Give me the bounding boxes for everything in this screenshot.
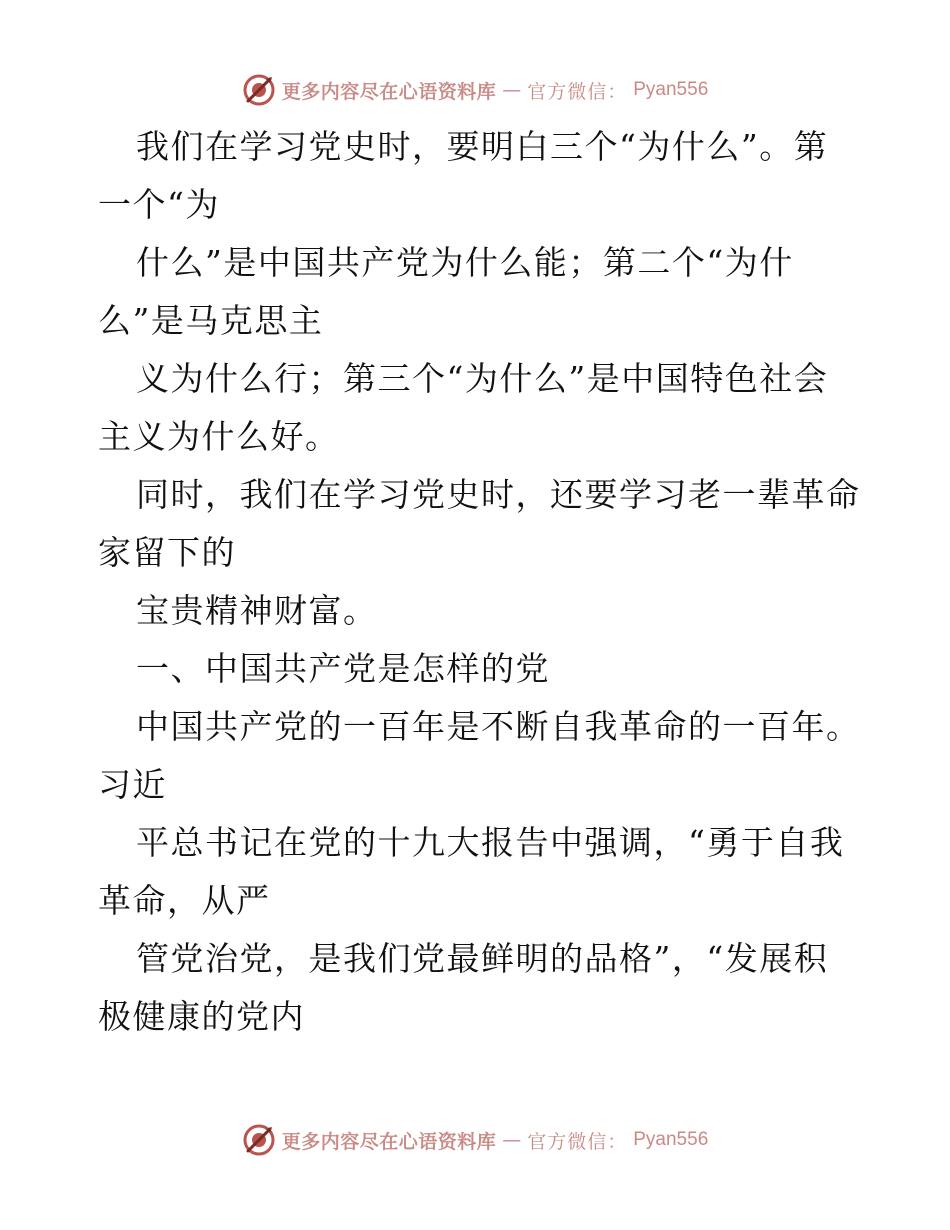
body-line: 同时，我们在学习党史时，还要学习老一辈革命 [136, 475, 861, 514]
body-line: 什么”是中国共产党为什么能；第二个“为什 [136, 243, 794, 282]
body-line: 主义为什么好。 [98, 417, 340, 456]
watermark-separator: — [502, 1129, 522, 1151]
body-line: 么”是马克思主 [98, 301, 324, 340]
body-line: 家留下的 [98, 533, 236, 572]
body-line: 平总书记在党的十九大报告中强调，“勇于自我 [136, 823, 845, 862]
body-line: 管党治党，是我们党最鲜明的品格”，“发展积 [136, 939, 829, 978]
pen-logo-icon [242, 73, 276, 107]
watermark-separator: — [502, 79, 522, 101]
body-line: 一个“为 [98, 185, 220, 224]
body-line: 我们在学习党史时，要明白三个“为什么”。第 [136, 127, 829, 166]
header-watermark [0, 70, 950, 110]
footer-watermark [0, 1120, 950, 1160]
section-heading: 一、中国共产党是怎样的党 [136, 649, 550, 688]
body-line: 革命，从严 [98, 881, 271, 920]
watermark-text: 更多内容尽在心语资料库 [281, 1130, 497, 1153]
body-line: 中国共产党的一百年是不断自我革命的一百年。 [136, 707, 861, 746]
body-line: 习近 [98, 765, 167, 804]
watermark-text: 更多内容尽在心语资料库 [281, 80, 497, 103]
body-line: 义为什么行；第三个“为什么”是中国特色社会 [136, 359, 829, 398]
watermark-label: 官方微信： [527, 80, 628, 103]
watermark-label: 官方微信： [527, 1130, 628, 1153]
watermark-wechat-id: Pyan556 [633, 1129, 709, 1150]
document-body [98, 118, 861, 1046]
body-line: 极健康的党内 [98, 997, 305, 1036]
pen-logo-icon [242, 1123, 276, 1157]
watermark-wechat-id: Pyan556 [633, 79, 709, 100]
body-line: 宝贵精神财富。 [136, 591, 378, 630]
